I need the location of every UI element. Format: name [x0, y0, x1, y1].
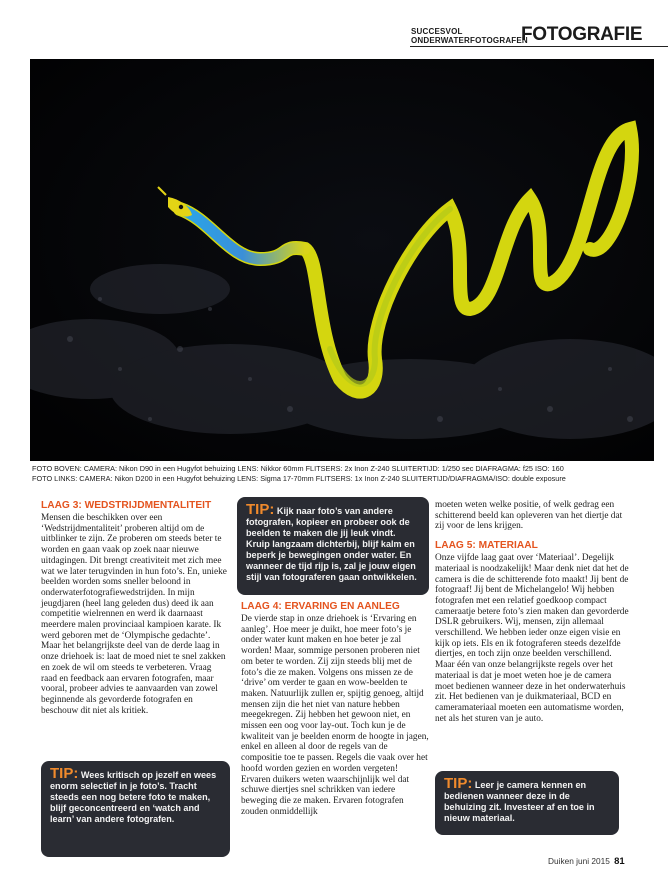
header-rule [410, 46, 668, 47]
kicker-line-1: SUCCESVOL [411, 27, 463, 36]
tip-label: TIP: [444, 775, 473, 792]
tip-box-1 [41, 761, 230, 857]
continuation-text: moeten weten welke positie, of welk gedrag een schitterend beeld kan opleveren van het diertje dat zij voor de lens krijgen. [435, 500, 623, 532]
body-laag-4: De vierde stap in onze driehoek is ‘Ervaring en aanleg’. Hoe meer je duikt, hoe meer foto’s je onder water kunt maken en hoe beter je zal worden! Maar, sommige personen proberen niet om beter te worden. Zij zijn steeds blij met de foto’s die ze maken. Volgens ons missen ze de ‘drive’ om verder te gaan en wow-beelden te maken. Natuurlijk zullen er, spijtig genoeg, altijd mensen zijn die het niet van nature hebben meegekregen. Zij hebben het gewoon niet, en missen een oog voor lay-out. Toch kun je de kwaliteit van je beelden enorm de hoogte in jagen, enkel en alleen al door de regels van de compositie toe te passen. Regels die vaak over het hoofd worden gezien en worden vergeten! Ervaren duikers weten waarschijnlijk wel dat schuwe diertjes snel schrikken van iedere beweging die ze maken. Ervaren fotografen zouden onmiddellijk [241, 614, 429, 817]
kicker-line-2: ONDERWATERFOTOGRAFEN [411, 36, 528, 45]
column-laag-4 [241, 601, 429, 817]
tip-text: Kijk naar foto’s van andere fotografen, kopieer en probeer ook de beelden te maken die jij leuk vindt. Kruip langzaam dichterbij, blijf kalm en beperk je bewegingen onder water. En wanneer de tijd rijp is, zal je jouw eigen stijl van fotograferen gaan ontwikkelen. [246, 506, 417, 582]
tip-label: TIP: [50, 765, 79, 782]
page-footer [548, 856, 625, 867]
page-number: 81 [614, 856, 625, 867]
heading-laag-5: LAAG 5: MATERIAAL [435, 540, 538, 552]
tip-box-3 [435, 771, 619, 835]
column-laag-5 [435, 500, 630, 724]
issue-label: Duiken juni 2015 [548, 856, 610, 866]
column-laag-3 [41, 500, 229, 716]
tip-text: Leer je camera kennen en bedienen wanneer deze in de behuizing zit. Investeer af en toe in nieuw materiaal. [444, 780, 595, 823]
section-title: FOTOGRAFIE [521, 24, 643, 45]
tip-label: TIP: [246, 501, 275, 518]
caption-left-photo: FOTO LINKS: CAMERA: Nikon D200 in een Hugyfot behuizing LENS: Sigma 17-70mm FLITSERS: 1x Inon Z-240 SLUITERTIJD/DIAFRAGMA/ISO: double exposure [32, 474, 566, 483]
ribbon-eel-photo [30, 59, 654, 461]
heading-laag-3: LAAG 3: WEDSTRIJDMENTALITEIT [41, 500, 212, 511]
section-kicker [411, 27, 528, 45]
ribbon-eel-illustration [30, 59, 654, 461]
tip-text: Wees kritisch op jezelf en wees enorm selectief in je foto’s. Tracht steeds een nog betere foto te maken, blijf geconcentreerd en ‘watch and learn’ van andere fotografen. [50, 770, 217, 824]
body-laag-5: Onze vijfde laag gaat over ‘Materiaal’. Degelijk materiaal is noodzakelijk! Maar denk niet dat het de camera is die de schitterende foto maakt! Jij bent de fotograaf! Jij bent de Michelangelo! Wij hebben fotografen met een relatief goedkoop compact cameraatje betere foto’s zien maken dan gevorderde DSLR gebruikers. Wij, mensen, zijn allemaal verschillend. We hebben ieder onze eigen visie en kijk op iets. Els en ik fotograferen steeds dezelfde diertjes, en toch zijn onze beelden verschillend. Maar één van onze belangrijkste regels over het materiaal is dat je moet weten hoe je de camera moet bedienen wanneer deze in het onderwaterhuis zit. Het bedienen van je duikmateriaal, BCD en cameramateriaal moeten een automatisme worden, net als het sturen van je auto. [435, 553, 629, 724]
heading-laag-4: LAAG 4: ERVARING EN AANLEG [241, 601, 400, 612]
body-laag-3: Mensen die beschikken over een ‘Wedstrijdmentaliteit’ proberen altijd om de uitblinker te zijn. Ze proberen om steeds beter te worden en gaan vaak op zoek naar nieuwe uitdagingen. Dit brengt creativiteit met zich mee wat we later terugvinden in hun foto’s. En, unieke beelden worden soms sneller beloond in onderwaterfotografiewedstrijden. In mijn jeugdjaren (heel lang geleden dus) deed ik aan competitie wielrennen en werd ik daarnaast meerdere malen provinciaal kampioen karate. Ik werd geboren met de ‘Olympische gedachte’. Maar het belangrijkste deel van de derde laag in onze driehoek is: laat de moed niet te snel zakken en zoek de wil om steeds te verbeteren. Vraag raad en feedback aan ervaren fotografen, maar vooral, probeer advies te aanvaarden van zowel beginnende als gevorderde fotografen en beschouw dit niet als kritiek. [41, 513, 227, 716]
tip-box-2 [237, 497, 429, 595]
photo-caption [32, 464, 654, 484]
caption-top-photo: FOTO BOVEN: CAMERA: Nikon D90 in een Hugyfot behuizing LENS: Nikkor 60mm FLITSERS: 2x Inon Z-240 SLUITERTIJD: 1/250 sec DIAFRAGMA: f25 ISO: 160 [32, 464, 564, 473]
